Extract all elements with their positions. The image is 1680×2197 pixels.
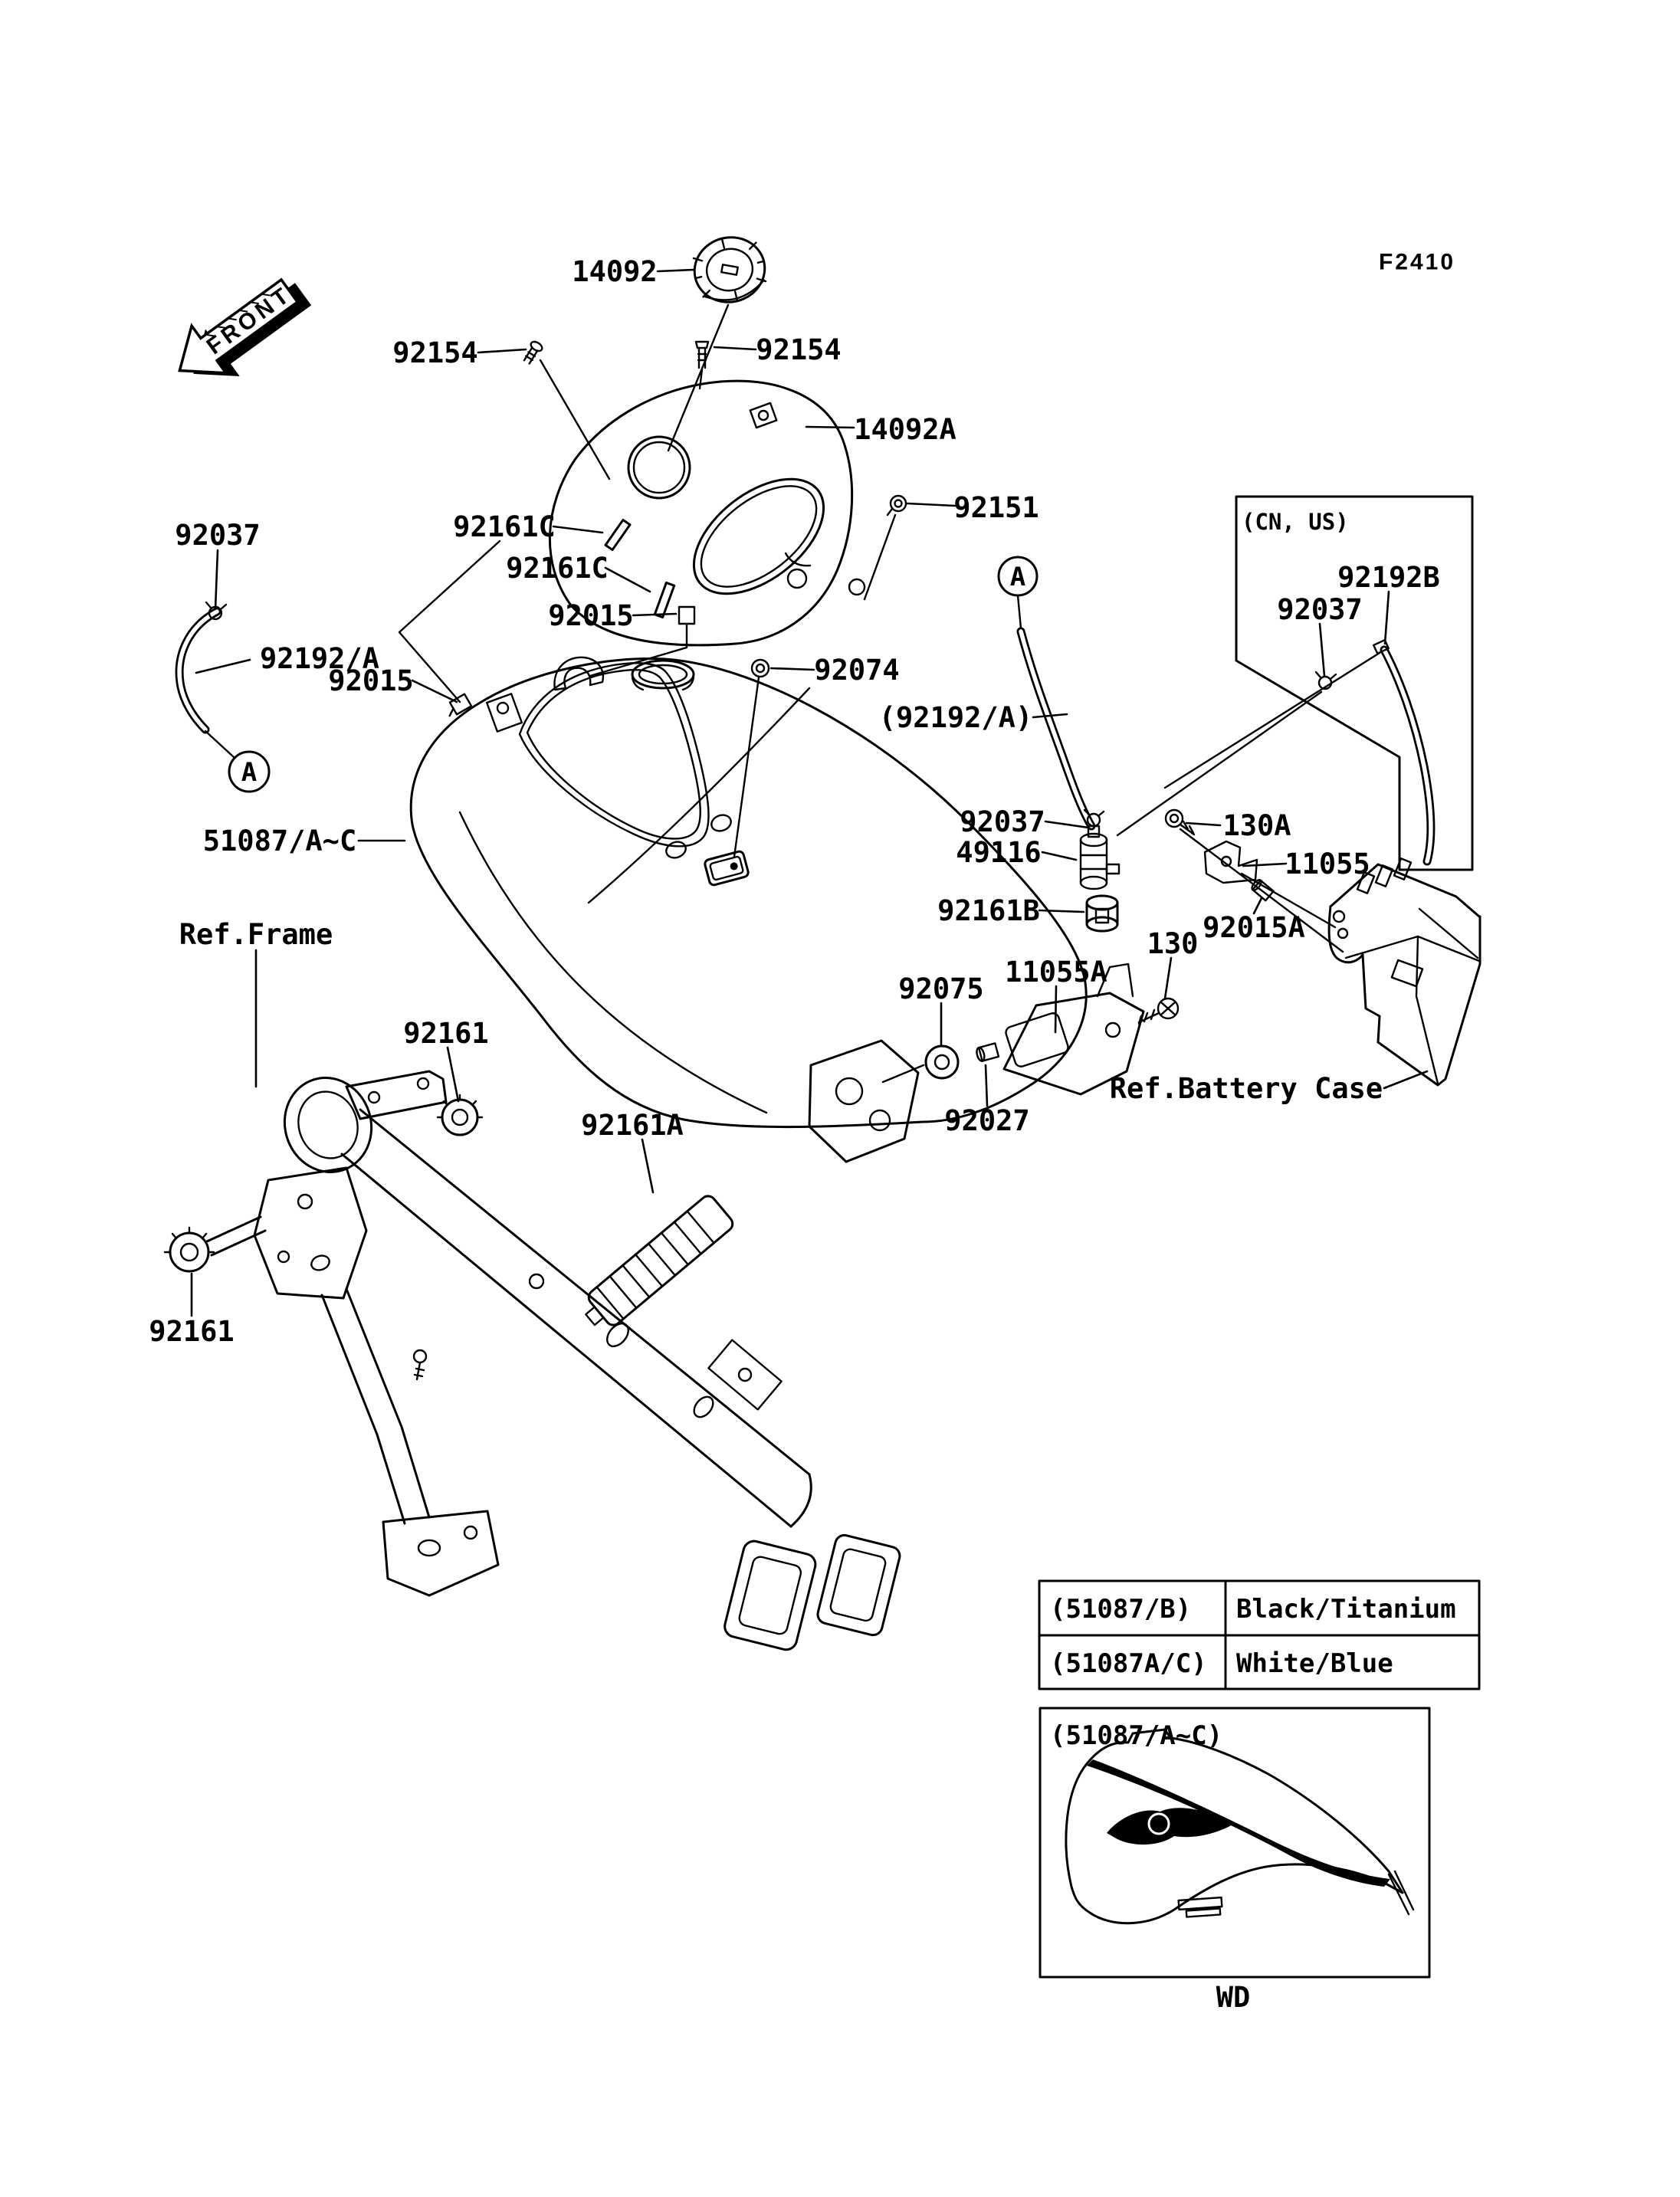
label-92161b: 92161B bbox=[937, 894, 1040, 927]
frame-small-bolt bbox=[414, 1350, 426, 1379]
leader-92015 bbox=[633, 614, 676, 615]
leader-14092 bbox=[658, 270, 694, 271]
label-11055: 11055 bbox=[1285, 847, 1370, 880]
leader-92161c bbox=[553, 526, 602, 533]
label-130: 130 bbox=[1147, 926, 1199, 960]
label-92037: 92037 bbox=[960, 805, 1045, 838]
callout-text-0: A bbox=[241, 757, 258, 788]
color-table bbox=[1039, 1581, 1479, 1689]
cover-screw-right bbox=[696, 342, 708, 368]
label-92027: 92027 bbox=[944, 1103, 1030, 1137]
install-line-5 bbox=[590, 625, 687, 676]
leader-lines bbox=[192, 270, 1427, 1316]
breather-hose-cn bbox=[1373, 640, 1431, 861]
label--92192-a-: (92192/A) bbox=[878, 700, 1033, 734]
leader-92161a bbox=[642, 1139, 653, 1192]
install-line-12 bbox=[205, 731, 234, 757]
label-92015a: 92015A bbox=[1203, 910, 1305, 944]
table-cell-code-2: (51087A/C) bbox=[1050, 1648, 1207, 1679]
bracket-11055 bbox=[1205, 841, 1257, 883]
label-92161a: 92161A bbox=[581, 1108, 684, 1142]
variant-box-label: (51087/A~C) bbox=[1050, 1720, 1223, 1751]
label-92161: 92161 bbox=[403, 1016, 489, 1050]
collar-92027 bbox=[976, 1043, 999, 1061]
leader-92161b bbox=[1039, 910, 1084, 912]
bolt-92074 bbox=[752, 660, 769, 677]
frame-gusset bbox=[254, 1168, 366, 1298]
bolt-130A bbox=[1166, 810, 1194, 835]
leader-130 bbox=[1165, 958, 1171, 998]
tank-front-bracket bbox=[487, 657, 603, 732]
leader-11055a bbox=[1055, 986, 1056, 1032]
label-14092: 14092 bbox=[572, 254, 658, 288]
grommet-92161B bbox=[1087, 896, 1117, 931]
damper-strip-2 bbox=[655, 582, 674, 617]
variant-illustration bbox=[1040, 1708, 1429, 1977]
label-f2410: F2410 bbox=[1378, 249, 1456, 275]
label-ref-frame: Ref.Frame bbox=[179, 917, 333, 951]
install-line-4 bbox=[734, 677, 759, 857]
cap-92161-bottom bbox=[165, 1228, 214, 1271]
leader-92037 bbox=[1045, 821, 1088, 828]
label-49116: 49116 bbox=[956, 835, 1042, 869]
label-92015: 92015 bbox=[328, 664, 414, 697]
leader-11055 bbox=[1243, 864, 1286, 866]
label-92037: 92037 bbox=[175, 518, 261, 552]
leader-92154 bbox=[478, 349, 526, 353]
front-label: FRONT bbox=[202, 281, 297, 360]
leader-92192b bbox=[1385, 592, 1389, 644]
leader-92037 bbox=[215, 550, 218, 609]
label-92192b: 92192B bbox=[1337, 560, 1440, 594]
label-92154: 92154 bbox=[392, 336, 478, 369]
front-arrow bbox=[162, 262, 320, 403]
install-line-6 bbox=[399, 541, 500, 702]
label-92161: 92161 bbox=[149, 1314, 235, 1348]
label-14092a: 14092A bbox=[854, 412, 956, 446]
leader-92161c bbox=[605, 568, 650, 592]
label-92037: 92037 bbox=[1277, 592, 1363, 626]
label-92161c: 92161C bbox=[453, 510, 556, 543]
fuel-cap bbox=[687, 230, 772, 310]
battery-case bbox=[1329, 858, 1480, 1085]
part-labels bbox=[149, 250, 1455, 2014]
install-line-3 bbox=[865, 515, 895, 599]
table-cell-code-1: (51087/B) bbox=[1050, 1594, 1192, 1625]
breather-hose-left bbox=[179, 602, 226, 730]
leader-92037 bbox=[1320, 624, 1324, 676]
leader-92027 bbox=[986, 1065, 987, 1106]
clamp-92015-top bbox=[679, 607, 694, 624]
filler-neck bbox=[632, 661, 694, 690]
leader-14092a bbox=[806, 427, 854, 428]
label-130a: 130A bbox=[1222, 808, 1291, 842]
label-92075: 92075 bbox=[898, 972, 984, 1005]
washer-92075 bbox=[926, 1046, 958, 1078]
label-wd: WD bbox=[1216, 1980, 1251, 2014]
screw-130 bbox=[1139, 998, 1178, 1024]
leader-92154 bbox=[714, 347, 756, 349]
bolt-92151 bbox=[888, 496, 906, 515]
damper-strip-1 bbox=[605, 520, 630, 549]
install-line-0 bbox=[668, 305, 728, 451]
install-line-8 bbox=[1165, 653, 1380, 788]
label-92161c: 92161C bbox=[506, 551, 609, 585]
leader-92192-a bbox=[196, 660, 250, 673]
leader-130a bbox=[1186, 823, 1220, 825]
label-92074: 92074 bbox=[814, 653, 900, 687]
callout-text-1: A bbox=[1009, 562, 1026, 592]
frame-foot-bracket bbox=[383, 1511, 498, 1595]
label-92192-a: 92192/A bbox=[260, 641, 379, 675]
label-11055a: 11055A bbox=[1005, 955, 1107, 989]
meter-opening bbox=[673, 457, 844, 617]
leader-92151 bbox=[907, 503, 955, 506]
cap-opening bbox=[628, 437, 690, 498]
damper-92161A bbox=[577, 1193, 736, 1336]
leader-49116 bbox=[1042, 852, 1076, 860]
label-92015: 92015 bbox=[548, 598, 634, 632]
cap-92161-top bbox=[438, 1095, 482, 1135]
leader-92074 bbox=[771, 668, 814, 670]
label-51087-a-c: 51087/A~C bbox=[202, 824, 357, 857]
leader-92161 bbox=[448, 1048, 458, 1101]
tank-latch bbox=[704, 851, 749, 886]
label-92151: 92151 bbox=[953, 490, 1039, 524]
install-line-13 bbox=[1018, 595, 1021, 628]
rear-mount-plate bbox=[809, 1041, 918, 1162]
label-92154: 92154 bbox=[756, 333, 842, 366]
frame bbox=[207, 1067, 901, 1671]
leader-ref-battery-case bbox=[1384, 1071, 1427, 1088]
table-cell-finish-2: White/Blue bbox=[1236, 1648, 1393, 1679]
frame-rear-plates bbox=[723, 1512, 902, 1671]
table-cell-finish-1: Black/Titanium bbox=[1236, 1594, 1456, 1625]
label-ref-battery-case: Ref.Battery Case bbox=[1109, 1071, 1383, 1105]
label--cn-us-: (CN, US) bbox=[1242, 509, 1349, 536]
